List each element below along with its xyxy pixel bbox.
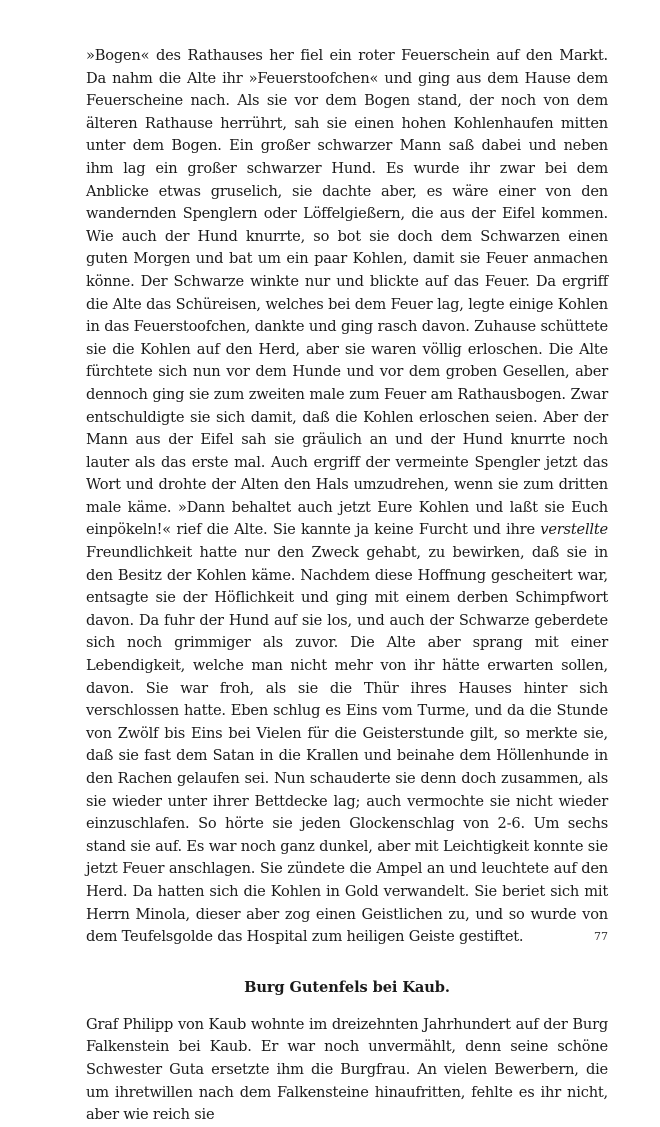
paragraph-text: »Bogen« des Rathauses her fiel ein roter Feuerschein auf den Markt. Da nahm die Alte ihr »Feuerstoofchen« und ging aus dem Hause dem Feuerscheine nach. Als sie vor dem Bogen stand, der noch von dem älteren Rathause herrührt, sah sie einen hohen Kohlenhaufen mitten unter dem Bogen. Ein großer schwarzer Mann saß dabei und neben ihm lag ein großer schwarzer Hund. Es wurde ihr zwar bei dem Anblicke etwas gruselich, sie dachte aber, es wäre einer von den wandernden Spenglern oder Löffelgießern, die aus der Eifel kommen. Wie auch der Hund knurrte, so bot sie doch dem Schwarzen einen guten Morgen und bat um ein paar Kohlen, damit sie Feuer anmachen könne. Der Schwarze winkte nur und blickte auf das Feuer. Da ergriff die Alte das Schüreisen, welches bei dem Feuer lag, legte einige Kohlen in das Feuerstoofchen, dankte und ging rasch davon. Zuhause schüttete sie die Kohlen auf den Herd, aber sie waren völlig erloschen. Die Alte fürchtete sich nun vor dem Hunde und vor dem groben Gesellen, aber dennoch ging sie zum zweiten male zum Feuer am Rathausbogen. Zwar entschuldigte sie sich damit, daß die Kohlen erloschen seien. Aber der Mann aus der Eifel sah sie gräulich an und der Hund knurrte noch lauter als das erste mal. Auch ergriff der vermeinte Spengler jetzt das Wort und drohte der Alten den Hals umzudrehen, wenn sie zum dritten male käme. »Dann behaltet auch jetzt Eure Kohlen und laßt sie Euch einpökeln!« rief die Alte. Sie kannte ja keine Furcht und ihre <box>86 47 608 539</box>
story-continuation <box>86 45 608 949</box>
emphasized-word: verstellte <box>540 521 608 539</box>
paragraph <box>86 45 608 949</box>
page-number: 77 <box>594 930 608 943</box>
section-heading: Burg Gutenfels bei Kaub. <box>244 978 450 996</box>
paragraph-text: Freundlichkeit hatte nur den Zweck gehabt, zu bewirken, daß sie in den Besitz der Kohlen käme. Nachdem diese Hoffnung gescheitert war, entsagte sie der Höflichkeit und ging mit einem derben Schimpfwort davon. Da fuhr der Hund auf sie los, und auch der Schwarze geberdete sich noch grimmiger als zuvor. Die Alte aber sprang mit einer Lebendigkeit, welche man nicht mehr von ihr hätte erwarten sollen, davon. Sie war froh, als sie die Thür ihres Hauses hinter sich verschlossen hatte. Eben schlug es Eins vom Turme, und da die Stunde von Zwölf bis Eins bei Vielen für die Geisterstunde gilt, so merkte sie, daß sie fast dem Satan in die Krallen und beinahe dem Höllenhunde in den Rachen gelaufen sei. Nun schauderte sie denn doch zusammen, als sie wieder unter ihrer Bettdecke lag; auch vermochte sie nicht wieder einzuschlafen. So hörte sie jeden Glockenschlag von 2-6. Um sechs stand sie auf. Es war noch ganz dunkel, aber mit Leichtigkeit konnte sie jetzt Feuer anschlagen. Sie zündete die Ampel an und leuchtete auf den Herd. Da hatten sich die Kohlen in Gold verwandelt. Sie beriet sich mit Herrn Minola, dieser aber zog einen Geistlichen zu, und so wurde von dem Teufelsgolde das Hospital zum heiligen Geiste gestiftet. <box>86 544 608 946</box>
page-body <box>86 45 608 1127</box>
new-story <box>86 1014 608 1127</box>
paragraph: Graf Philipp von Kaub wohnte im dreizehnten Jahrhundert auf der Burg Falkenstein bei Kaub. Er war noch unvermählt, denn seine schöne Schwester Guta ersetzte ihm die Burgfrau. An vielen Bewerbern, die um ihretwillen nach dem Falkensteine hinaufritten, fehlte es ihr nicht, aber wie reich sie <box>86 1015 608 1124</box>
